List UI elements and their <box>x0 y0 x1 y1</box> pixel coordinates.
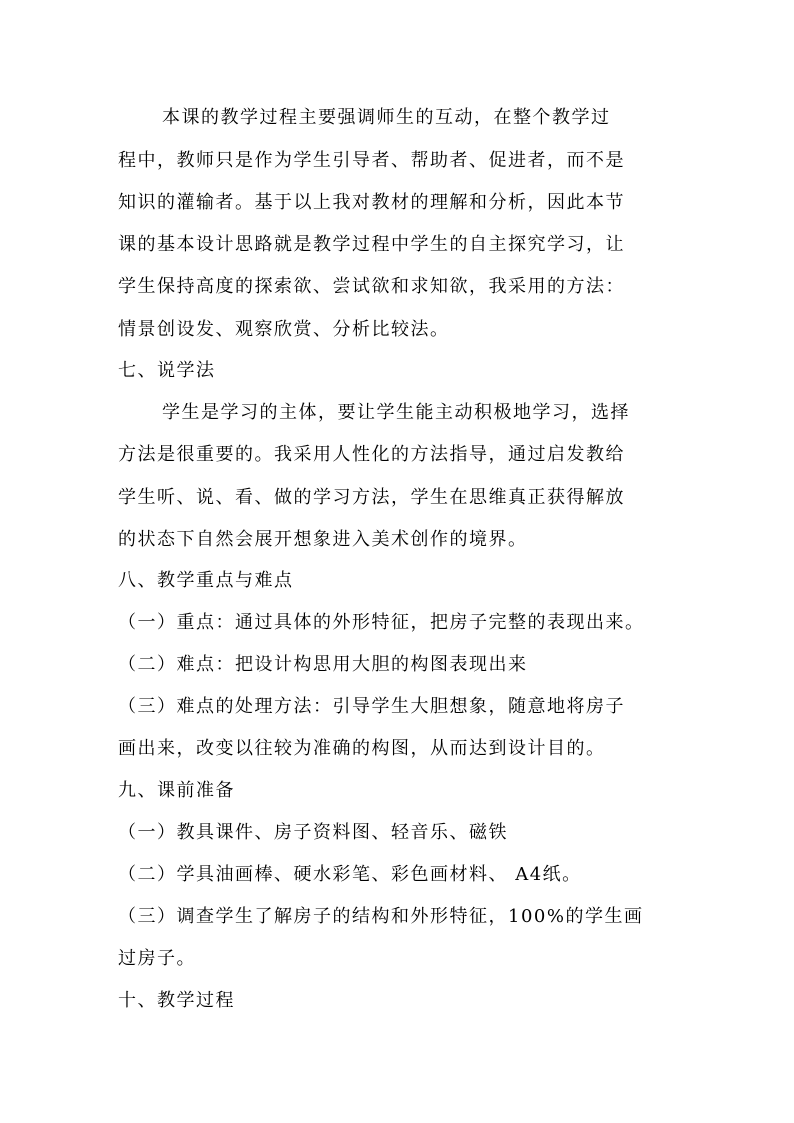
section-heading: 八、教学重点与难点 <box>118 570 294 591</box>
list-item: （二）难点：把设计构思用大胆的构图表现出来 <box>118 654 528 675</box>
list-item-continuation: 画出来，改变以往较为准确的构图，从而达到设计目的。 <box>118 738 606 759</box>
list-item: （一）重点：通过具体的外形特征，把房子完整的表现出来。 <box>118 612 645 633</box>
paragraph-line: 知识的灌输者。基于以上我对教材的理解和分析，因此本节 <box>118 192 625 213</box>
paragraph-line: 本课的教学过程主要强调师生的互动，在整个教学过 <box>162 107 611 128</box>
paragraph-line: 方法是很重要的。我采用人性化的方法指导，通过启发教给 <box>118 444 625 465</box>
paragraph-line: 学生保持高度的探索欲、尝试欲和求知欲，我采用的方法： <box>118 276 625 297</box>
list-item: （二）学具油画棒、硬水彩笔、彩色画材料、 A4纸。 <box>118 864 582 885</box>
paragraph-line: 的状态下自然会展开想象进入美术创作的境界。 <box>118 529 528 550</box>
paragraph-line: 情景创设发、观察欣赏、分析比较法。 <box>118 319 450 340</box>
paragraph-line: 课的基本设计思路就是教学过程中学生的自主探究学习，让 <box>118 234 625 255</box>
paragraph-line: 学生听、说、看、做的学习方法，学生在思维真正获得解放 <box>118 487 625 508</box>
section-heading: 十、教学过程 <box>118 990 235 1011</box>
list-item-continuation: 过房子。 <box>118 948 196 969</box>
section-heading: 九、课前准备 <box>118 780 235 801</box>
paragraph-line: 程中，教师只是作为学生引导者、帮助者、促进者，而不是 <box>118 150 625 171</box>
list-item: （三）调查学生了解房子的结构和外形特征，100%的学生画 <box>118 906 644 927</box>
list-item: （三）难点的处理方法：引导学生大胆想象，随意地将房子 <box>118 696 625 717</box>
paragraph-line: 学生是学习的主体，要让学生能主动积极地学习，选择 <box>162 402 630 423</box>
list-item: （一）教具课件、房子资料图、轻音乐、磁铁 <box>118 822 508 843</box>
section-heading: 七、说学法 <box>118 360 216 381</box>
